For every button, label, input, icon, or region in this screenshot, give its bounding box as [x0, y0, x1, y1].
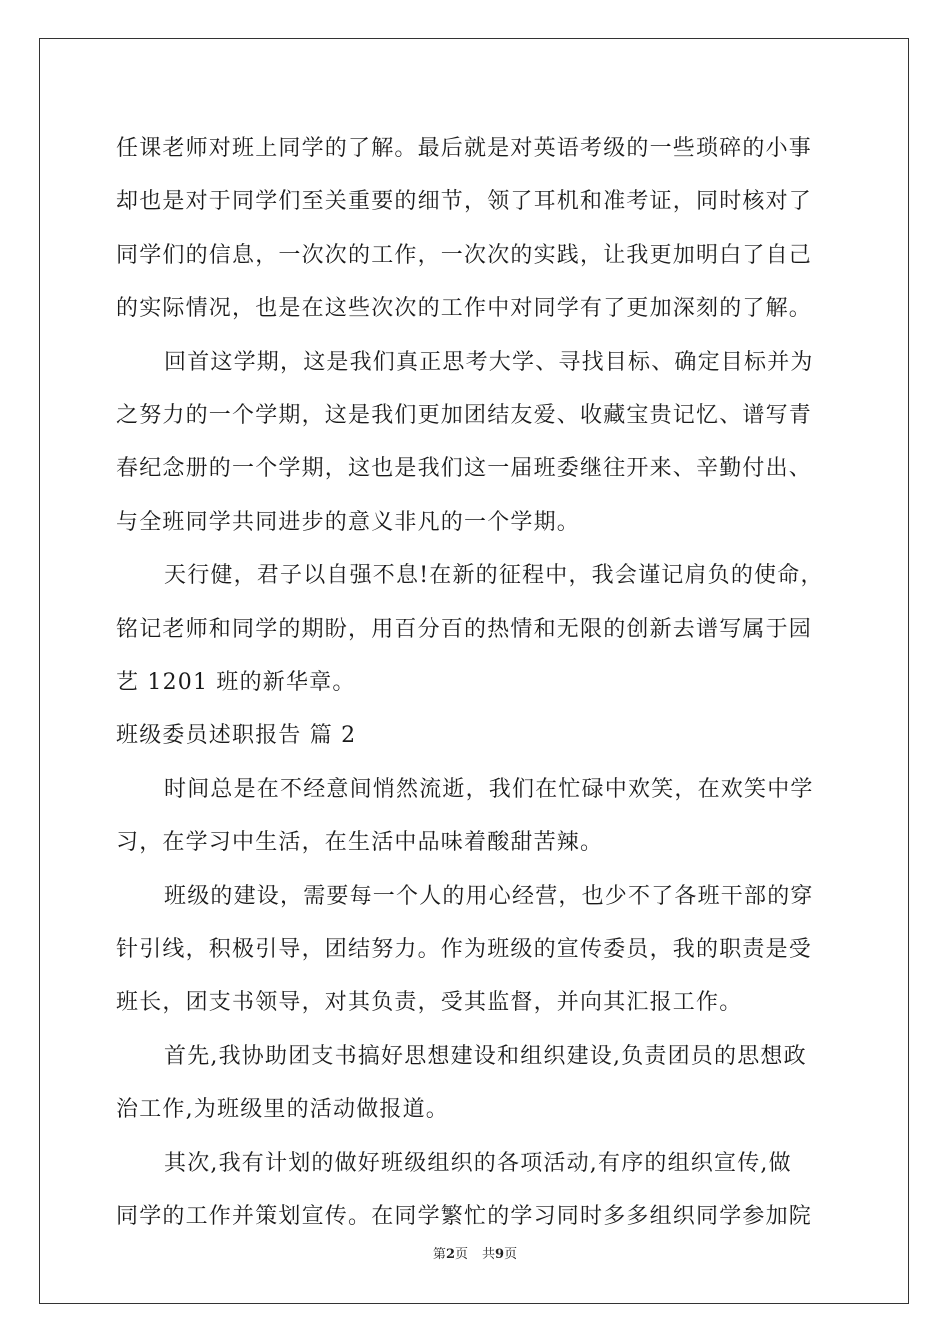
text-line: 任课老师对班上同学的了解。最后就是对英语考级的一些琐碎的小事	[116, 136, 813, 161]
page-footer	[0, 1246, 950, 1264]
text-line: 回首这学期，这是我们真正思考大学、寻找目标、确定目标并为	[164, 350, 814, 375]
total-suffix: 页	[504, 1247, 518, 1262]
text-line: 治工作,为班级里的活动做报道。	[116, 1097, 449, 1122]
text-line: 班级的建设，需要每一个人的用心经营，也少不了各班干部的穿	[164, 884, 814, 909]
page-suffix: 页	[454, 1247, 468, 1262]
text-line: 天行健，君子以自强不息!在新的征程中，我会谨记肩负的使命，	[164, 563, 824, 588]
text-line: 之努力的一个学期，这是我们更加团结友爱、收藏宝贵记忆、谱写青	[116, 403, 813, 428]
text-line: 其次,我有计划的做好班级组织的各项活动,有序的组织宣传,做	[164, 1151, 792, 1176]
text-line: 却也是对于同学们至关重要的细节，领了耳机和准考证，同时核对了	[116, 189, 813, 214]
text-line: 铭记老师和同学的期盼，用百分百的热情和无限的创新去谱写属于园	[116, 617, 813, 642]
page-prefix: 第	[432, 1247, 446, 1262]
text-line: 习，在学习中生活，在生活中品味着酸甜苦辣。	[116, 830, 604, 855]
page-total: 9	[495, 1247, 505, 1262]
text-line: 时间总是在不经意间悄然流逝，我们在忙碌中欢笑，在欢笑中学	[164, 777, 814, 802]
text-line: 班长，团支书领导，对其负责，受其监督，并向其汇报工作。	[116, 990, 743, 1015]
text-line: 的实际情况，也是在这些次次的工作中对同学有了更加深刻的了解。	[116, 296, 813, 321]
page-current: 2	[445, 1247, 455, 1262]
text-line: 艺 1201 班的新华章。	[116, 670, 356, 695]
total-prefix: 共	[482, 1247, 496, 1262]
text-line: 同学们的信息，一次次的工作，一次次的实践，让我更加明白了自己	[116, 243, 813, 268]
text-line: 首先,我协助团支书搞好思想建设和组织建设,负责团员的思想政	[164, 1044, 807, 1069]
text-line: 同学的工作并策划宣传。在同学繁忙的学习同时多多组织同学参加院	[116, 1204, 813, 1229]
text-line: 春纪念册的一个学期，这也是我们这一届班委继往开来、辛勤付出、	[116, 456, 813, 481]
section-heading: 班级委员述职报告 篇 2	[116, 723, 357, 748]
text-line: 针引线，积极引导，团结努力。作为班级的宣传委员，我的职责是受	[116, 937, 813, 962]
text-line: 与全班同学共同进步的意义非凡的一个学期。	[116, 510, 581, 535]
